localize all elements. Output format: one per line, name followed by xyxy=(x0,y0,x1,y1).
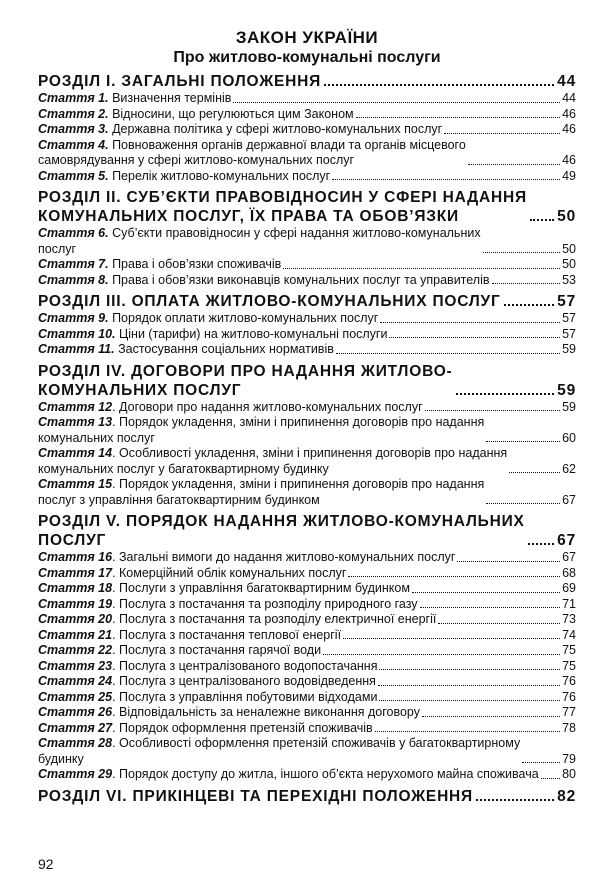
law-title: ЗАКОН УКРАЇНИ xyxy=(235,28,379,47)
article-page: 74 xyxy=(562,627,576,642)
article-text xyxy=(38,477,484,508)
article-page: 50 xyxy=(562,257,576,271)
article-text xyxy=(38,122,442,138)
article-title: . Комерційний облік комунальних послуг xyxy=(112,565,347,580)
article-label: Стаття 20 xyxy=(38,612,113,626)
section-page: 57 xyxy=(557,293,576,310)
article-entry[interactable] xyxy=(38,138,576,169)
article-title: Визначення термінів xyxy=(108,91,232,105)
article-text xyxy=(38,643,321,659)
article-page: 75 xyxy=(562,658,576,673)
article-title: Порядок оплати житлово-комунальних послуг xyxy=(108,311,379,325)
article-title: . Послуга з централізованого водовідведення xyxy=(112,674,376,688)
article-title: . Порядок оформлення претензій споживачів xyxy=(112,720,373,735)
article-page: 53 xyxy=(562,272,576,287)
article-label: Стаття 24 xyxy=(38,674,113,688)
article-page: 68 xyxy=(562,565,576,580)
article-text xyxy=(38,550,455,566)
article-title: . Загальні вимоги до надання житлово-комунальних послуг xyxy=(112,550,456,564)
article-title: Застосування соціальних нормативів xyxy=(114,342,334,356)
article-label: Стаття 22 xyxy=(38,643,113,657)
article-entry[interactable] xyxy=(38,690,576,706)
article-entry[interactable] xyxy=(38,612,576,628)
article-title: . Особливості оформлення претензій споживачів у багатоквартирному будинку xyxy=(38,736,521,766)
section-title: РОЗДІЛ IV. ДОГОВОРИ ПРО НАДАННЯ ЖИТЛОВО- КОМУНАЛЬНИХ ПОСЛУГ xyxy=(38,362,453,399)
article-title: . Послуга з постачання та розподілу електричної енергії xyxy=(112,612,437,626)
article-entry[interactable] xyxy=(38,226,576,257)
dot-leader xyxy=(509,472,560,473)
dot-leader xyxy=(379,669,560,670)
dot-leader xyxy=(530,219,554,221)
law-subtitle: Про житлово-комунальні послуги xyxy=(173,49,441,66)
article-entry[interactable] xyxy=(38,273,576,289)
article-entry[interactable] xyxy=(38,643,576,659)
section-page: 44 xyxy=(557,73,576,90)
article-page: 69 xyxy=(562,581,576,595)
article-text xyxy=(38,721,373,737)
article-label: Стаття 9. xyxy=(38,311,109,325)
article-text xyxy=(38,612,436,628)
article-entry[interactable] xyxy=(38,107,576,123)
dot-leader xyxy=(486,441,560,442)
article-title: . Порядок укладення, зміни і припинення договорів про надання послуг з управління багатоквартирним будинком xyxy=(38,477,485,507)
article-label: Стаття 8. xyxy=(38,272,109,287)
article-label: Стаття 21 xyxy=(38,627,113,642)
article-page: 67 xyxy=(562,550,576,564)
article-title: Суб’єкти правовідносин у сфері надання житлово-комунальних послуг xyxy=(38,226,481,256)
article-title: Перелік житлово-комунальних послуг xyxy=(108,168,331,183)
article-label: Стаття 5. xyxy=(38,168,109,183)
dot-leader xyxy=(528,543,554,545)
article-title: . Послуга з управління побутовими відходами xyxy=(112,689,378,704)
dot-leader xyxy=(356,117,560,118)
dot-leader xyxy=(375,731,560,732)
article-title: Ціни (тарифи) на житлово-комунальні послуги xyxy=(115,326,388,341)
article-entry[interactable] xyxy=(38,477,576,508)
article-title: Державна політика у сфері житлово-комунальних послуг xyxy=(108,122,443,136)
article-text xyxy=(38,107,354,123)
dot-leader xyxy=(324,84,554,86)
article-label: Стаття 18 xyxy=(38,581,113,595)
article-entry[interactable] xyxy=(38,659,576,675)
article-entry[interactable] xyxy=(38,767,576,783)
article-text xyxy=(38,690,377,706)
article-label: Стаття 17 xyxy=(38,565,113,580)
dot-leader xyxy=(420,607,561,608)
article-title: Права і обов’язки виконавців комунальних послуг та управителів xyxy=(108,272,490,287)
article-entry[interactable] xyxy=(38,566,576,582)
article-label: Стаття 16 xyxy=(38,550,113,564)
article-text xyxy=(38,273,490,289)
article-entry[interactable] xyxy=(38,736,576,767)
article-entry[interactable] xyxy=(38,91,576,107)
section-page: 59 xyxy=(557,381,576,399)
section-page: 50 xyxy=(557,208,576,225)
dot-leader xyxy=(444,133,560,134)
article-entry[interactable] xyxy=(38,721,576,737)
article-entry[interactable] xyxy=(38,327,576,343)
article-page: 59 xyxy=(562,399,576,414)
article-text xyxy=(38,311,378,327)
article-label: Стаття 6. xyxy=(38,226,109,240)
dot-leader xyxy=(468,164,560,165)
article-entry[interactable] xyxy=(38,257,576,273)
article-text xyxy=(38,342,334,358)
article-label: Стаття 12 xyxy=(38,399,113,414)
article-text xyxy=(38,628,341,644)
section-heading[interactable] xyxy=(38,787,576,806)
article-entry[interactable] xyxy=(38,446,576,477)
article-page: 62 xyxy=(562,461,576,476)
article-title: Повноваження органів державної влади та органів місцевого самоврядування у сфері житлово-комунальних послуг xyxy=(38,137,466,167)
article-page: 71 xyxy=(562,596,576,611)
article-title: . Послуга з постачання теплової енергії xyxy=(112,627,342,642)
article-title: . Послуга з централізованого водопостачання xyxy=(112,658,378,673)
article-page: 73 xyxy=(562,612,576,626)
article-page: 49 xyxy=(562,168,576,183)
article-page: 60 xyxy=(562,430,576,445)
section-title: РОЗДІЛ V. ПОРЯДОК НАДАННЯ ЖИТЛОВО-КОМУНАЛЬНИХ ПОСЛУГ xyxy=(38,513,525,549)
section-title: РОЗДІЛ І. ЗАГАЛЬНІ ПОЛОЖЕННЯ xyxy=(38,73,322,90)
article-entry[interactable] xyxy=(38,122,576,138)
article-page: 50 xyxy=(562,241,576,256)
dot-leader xyxy=(379,700,560,701)
article-entry[interactable] xyxy=(38,550,576,566)
article-page: 59 xyxy=(562,342,576,356)
article-entry[interactable] xyxy=(38,342,576,358)
article-page: 46 xyxy=(562,153,576,167)
dot-leader xyxy=(476,799,554,801)
section-page: 67 xyxy=(557,532,576,549)
article-text xyxy=(38,566,346,582)
article-entry[interactable] xyxy=(38,169,576,185)
article-label: Стаття 7. xyxy=(38,257,109,271)
page-number: 92 xyxy=(38,856,54,872)
dot-leader xyxy=(422,716,560,717)
dot-leader xyxy=(492,283,561,284)
dot-leader xyxy=(504,304,555,306)
section-heading[interactable] xyxy=(38,362,576,400)
dot-leader xyxy=(389,337,560,338)
section-title: РОЗДІЛ ІІ. СУБ’ЄКТИ ПРАВОВІДНОСИН У СФЕРІ НАДАННЯ КОМУНАЛЬНИХ ПОСЛУГ, ЇХ ПРАВА ТА ОБОВ’ЯЗКИ xyxy=(38,189,527,225)
section-heading[interactable] xyxy=(38,292,576,311)
article-page: 57 xyxy=(562,326,576,341)
section-heading[interactable] xyxy=(38,72,576,91)
dot-leader xyxy=(457,561,560,562)
article-title: . Порядок укладення, зміни і припинення договорів про надання комунальних послуг xyxy=(38,415,485,445)
dot-leader xyxy=(483,252,561,253)
dot-leader xyxy=(283,268,560,269)
article-label: Стаття 10. xyxy=(38,326,116,341)
article-label: Стаття 29 xyxy=(38,767,113,781)
article-entry[interactable] xyxy=(38,400,576,416)
article-text xyxy=(38,169,330,185)
article-title: . Відповідальність за неналежне виконання договору xyxy=(112,705,420,719)
article-page: 57 xyxy=(562,311,576,325)
dot-leader xyxy=(348,576,560,577)
article-entry[interactable] xyxy=(38,628,576,644)
article-text xyxy=(38,674,376,690)
dot-leader xyxy=(412,592,560,593)
article-text xyxy=(38,257,281,273)
article-label: Стаття 1. xyxy=(38,91,109,105)
article-text xyxy=(38,659,377,675)
article-page: 77 xyxy=(562,705,576,719)
article-text xyxy=(38,91,231,107)
dot-leader xyxy=(456,393,555,395)
article-title: Права і обов’язки споживачів xyxy=(108,257,282,271)
article-page: 75 xyxy=(562,643,576,657)
article-text xyxy=(38,597,418,613)
article-entry[interactable] xyxy=(38,581,576,597)
article-title: . Послуга з постачання та розподілу природного газу xyxy=(112,596,418,611)
dot-leader xyxy=(233,102,560,103)
dot-leader xyxy=(380,322,560,323)
article-page: 44 xyxy=(562,91,576,105)
dot-leader xyxy=(323,654,560,655)
article-label: Стаття 28 xyxy=(38,736,113,750)
article-page: 67 xyxy=(562,492,576,507)
article-title: . Порядок доступу до житла, іншого об’єкта нерухомого майна споживача xyxy=(112,767,539,781)
article-label: Стаття 2. xyxy=(38,106,109,121)
dot-leader xyxy=(336,353,560,354)
table-of-contents xyxy=(38,28,576,806)
article-label: Стаття 27 xyxy=(38,720,113,735)
article-text xyxy=(38,446,507,477)
dot-leader xyxy=(343,638,560,639)
dot-leader xyxy=(541,778,560,779)
article-label: Стаття 15 xyxy=(38,477,113,491)
article-text xyxy=(38,736,520,767)
article-page: 46 xyxy=(562,106,576,121)
article-text xyxy=(38,767,539,783)
toc-list xyxy=(38,72,576,806)
article-entry[interactable] xyxy=(38,674,576,690)
article-text xyxy=(38,415,484,446)
article-entry[interactable] xyxy=(38,705,576,721)
article-title: . Послуга з постачання гарячої води xyxy=(112,643,322,657)
article-label: Стаття 3. xyxy=(38,122,109,136)
article-label: Стаття 19 xyxy=(38,596,113,611)
article-text xyxy=(38,581,410,597)
section-heading[interactable] xyxy=(38,188,576,226)
section-heading[interactable] xyxy=(38,512,576,550)
article-label: Стаття 11. xyxy=(38,342,115,356)
article-page: 78 xyxy=(562,720,576,735)
article-label: Стаття 4. xyxy=(38,137,109,152)
article-title: . Договори про надання житлово-комунальних послуг xyxy=(112,399,423,414)
article-page: 79 xyxy=(562,751,576,766)
article-label: Стаття 13 xyxy=(38,415,113,429)
section-page: 82 xyxy=(557,787,576,805)
article-text xyxy=(38,138,466,169)
article-label: Стаття 23 xyxy=(38,658,113,673)
article-entry[interactable] xyxy=(38,597,576,613)
dot-leader xyxy=(378,685,560,686)
article-text xyxy=(38,226,481,257)
dot-leader xyxy=(332,179,560,180)
article-page: 80 xyxy=(562,767,576,781)
article-label: Стаття 14 xyxy=(38,446,113,460)
article-title: Відносини, що регулюються цим Законом xyxy=(108,106,354,121)
dot-leader xyxy=(438,623,560,624)
section-title: РОЗДІЛ ІІІ. ОПЛАТА ЖИТЛОВО-КОМУНАЛЬНИХ ПОСЛУГ xyxy=(38,293,501,310)
article-page: 76 xyxy=(562,674,576,688)
article-page: 76 xyxy=(562,689,576,704)
article-title: . Послуги з управління багатоквартирним будинком xyxy=(112,581,410,595)
article-text xyxy=(38,327,387,343)
article-title: . Особливості укладення, зміни і припинення договорів про надання комунальних послуг у багатоквартирному будинку xyxy=(38,446,508,476)
dot-leader xyxy=(486,503,560,504)
dot-leader xyxy=(522,762,560,763)
article-label: Стаття 25 xyxy=(38,689,113,704)
article-text xyxy=(38,400,423,416)
article-entry[interactable] xyxy=(38,311,576,327)
article-label: Стаття 26 xyxy=(38,705,113,719)
article-text xyxy=(38,705,420,721)
dot-leader xyxy=(425,410,560,411)
article-entry[interactable] xyxy=(38,415,576,446)
article-page: 46 xyxy=(562,122,576,136)
section-title: РОЗДІЛ VI. ПРИКІНЦЕВІ ТА ПЕРЕХІДНІ ПОЛОЖЕННЯ xyxy=(38,787,473,805)
